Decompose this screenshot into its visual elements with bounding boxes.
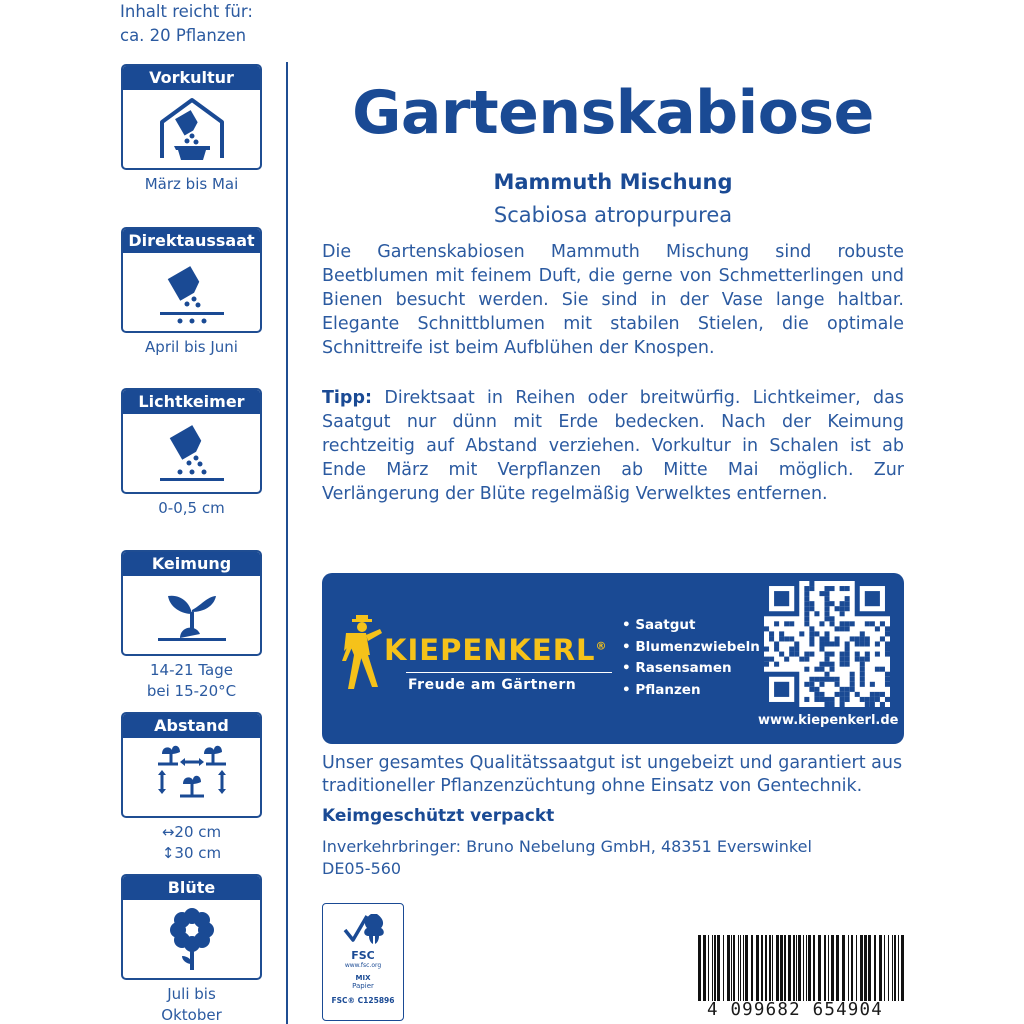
fsc-web: www.fsc.org — [344, 962, 382, 969]
germination-days: 14-21 Tage — [150, 661, 233, 679]
website-link[interactable]: www.kiepenkerl.de — [758, 713, 899, 728]
list-item: • Blumenzwiebeln — [622, 638, 760, 655]
greenhouse-seeding-icon — [152, 92, 232, 168]
bloom-period-end: Oktober — [161, 1006, 222, 1024]
seedling-icon — [152, 578, 232, 654]
latin-name: Scabiosa atropurpurea — [493, 203, 733, 227]
content-info-line2: ca. 20 Pflanzen — [120, 26, 247, 45]
fsc-mix: MIX — [355, 974, 371, 982]
tip-paragraph — [322, 386, 904, 506]
germination-label: Keimung — [123, 552, 260, 576]
bloom-box — [121, 874, 262, 980]
logo-separator — [406, 672, 612, 673]
bloom-caption — [110, 984, 273, 1024]
fsc-code: FSC® C125896 — [331, 996, 395, 1005]
distributor-info — [322, 836, 812, 880]
bloom-label: Blüte — [123, 876, 260, 900]
direct-sowing-caption — [110, 337, 273, 358]
brand-wordmark: KIEPENKERL — [384, 633, 596, 667]
fsc-paper: Papier — [352, 982, 374, 990]
spacing-label: Abstand — [123, 714, 260, 738]
light-germinator-label: Lichtkeimer — [123, 390, 260, 414]
registered-mark: ® — [595, 639, 608, 653]
direct-sowing-box — [121, 227, 262, 333]
direct-sowing-icon — [152, 255, 232, 331]
fsc-brand: FSC — [351, 949, 375, 962]
spacing-caption — [110, 822, 273, 864]
content-info — [120, 0, 253, 48]
list-item: • Saatgut — [622, 617, 696, 633]
direct-sowing-period: April bis Juni — [145, 338, 238, 356]
barcode-digits: 4 099682 654904 — [706, 1000, 884, 1020]
distributor-id: DE05-560 — [322, 859, 402, 878]
tip-label: Tipp: — [322, 388, 372, 408]
protected-packaging-note: Keimgeschützt verpackt — [322, 806, 555, 826]
pre-culture-caption — [110, 174, 273, 195]
tip-text: Direktsaat in Reihen oder breitwürfig. Lichtkeimer, das Saatgut nur dünn mit Erde bedecken. Nach der Keimung rechtzeitig auf Abstand verziehen. Vorkultur in Schalen ist ab Ende März mit Verpflanzen ab Mitte Mai möglich. Zur Verlängerung der Blüte regelmäßig Verwelktes entfernen. — [322, 388, 904, 504]
germination-box — [121, 550, 262, 656]
germination-temperature: bei 15-20°C — [146, 682, 237, 700]
direct-sowing-label: Direktaussaat — [123, 229, 260, 253]
fsc-label — [322, 903, 404, 1021]
spacing-icon — [152, 740, 232, 816]
variety-name: Mammuth Mischung — [493, 170, 733, 194]
light-germinator-depth: 0-0,5 cm — [158, 499, 225, 517]
vertical-divider — [286, 62, 288, 1024]
spacing-plant: ↕30 cm — [161, 844, 222, 862]
pre-culture-box — [121, 64, 262, 170]
spacing-box — [121, 712, 262, 818]
description-paragraph: Die Gartenskabiosen Mammuth Mischung sind robuste Beetblumen mit feinem Duft, die gerne von Schmetterlingen und Bienen besucht werden. Sie sind in der Vase lange haltbar. Elegante Schnittblumen mit stabilen Stielen, die optimale Schnittreife ist beim Aufblühen der Knospen. — [322, 242, 904, 358]
distributor-address: Inverkehrbringer: Bruno Nebelung GmbH, 48351 Everswinkel — [322, 837, 812, 856]
kiepenkerl-figure-logo — [340, 611, 386, 691]
bloom-period-start: Juli bis — [167, 985, 216, 1003]
flower-icon — [152, 902, 232, 978]
brand-slogan: Freude am Gärtnern — [408, 677, 577, 693]
product-title: Gartenskabiose — [352, 78, 874, 148]
list-item: • Pflanzen — [622, 681, 701, 698]
fsc-tree-checkmark-icon — [341, 910, 385, 948]
list-item: • Rasensamen — [622, 660, 732, 676]
qr-code[interactable] — [764, 581, 890, 707]
barcode — [696, 935, 904, 1001]
brand-name — [384, 633, 608, 667]
product-category-list — [622, 615, 760, 701]
light-germinator-box — [121, 388, 262, 494]
quality-statement: Unser gesamtes Qualitätssaatgut ist ungebeizt und garantiert aus traditioneller Pflanzenzüchtung ohne Einsatz von Gentechnik. — [322, 753, 903, 796]
pre-culture-period: März bis Mai — [144, 175, 239, 193]
light-germinator-icon — [152, 416, 232, 492]
content-info-line1: Inhalt reicht für: — [120, 2, 253, 21]
light-germinator-caption — [110, 498, 273, 519]
pre-culture-label: Vorkultur — [123, 66, 260, 90]
brand-banner — [322, 573, 904, 744]
germination-caption — [110, 660, 273, 702]
spacing-row: ↔20 cm — [161, 823, 222, 841]
